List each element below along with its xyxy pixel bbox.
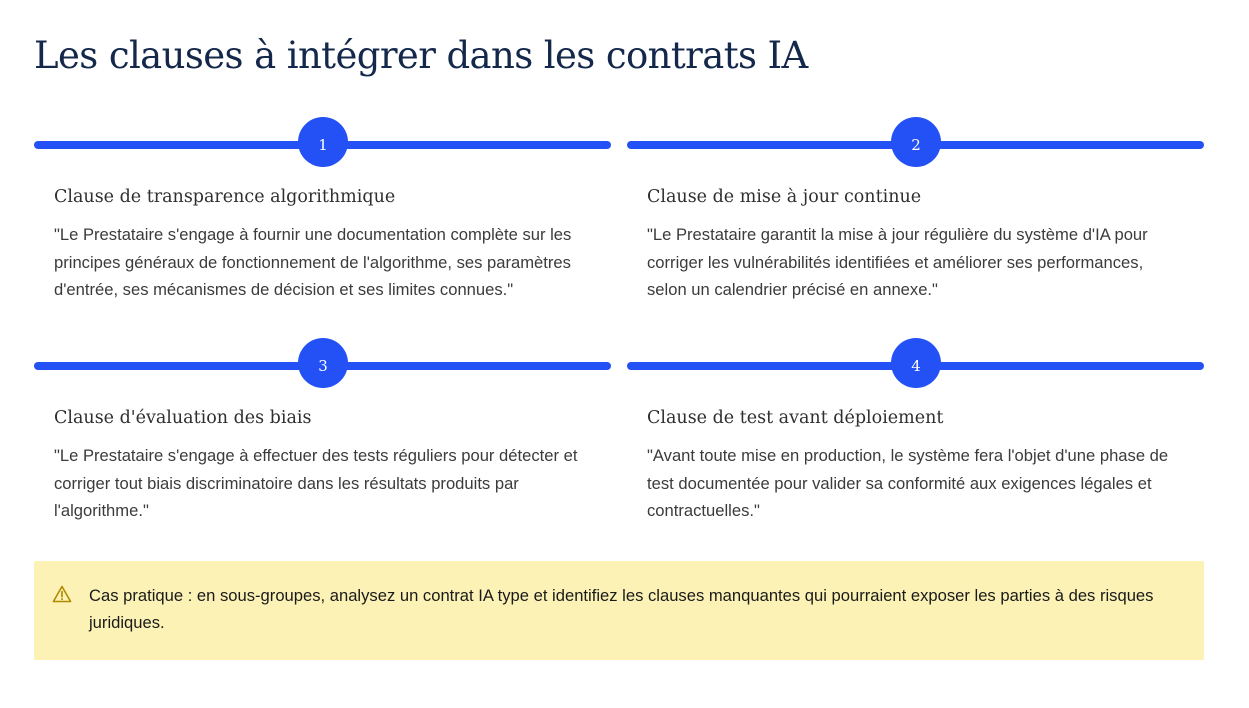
case-study-callout: [34, 561, 1204, 660]
clause-text: "Le Prestataire s'engage à fournir une documentation complète sur les principes généraux de fonctionnement de l'algorithme, ses paramètres d'entrée, ses mécanismes de décision et ses limites connues.": [54, 225, 572, 300]
clause-text: "Avant toute mise en production, le système fera l'objet d'une phase de test documentée pour valider sa conformité aux exigences légales et contractuelles.": [647, 446, 1169, 521]
clause-number-badge: 2: [891, 117, 941, 167]
clause-title: Clause de test avant déploiement: [647, 408, 944, 428]
page-title: Les clauses à intégrer dans les contrats IA: [34, 34, 808, 77]
clause-number-badge: 1: [298, 117, 348, 167]
clause-text: "Le Prestataire s'engage à effectuer des tests réguliers pour détecter et corriger tout biais discriminatoire dans les résultats produits par l'algorithme.": [54, 446, 578, 521]
callout-text: Cas pratique : en sous-groupes, analysez un contrat IA type et identifiez les clauses manquantes qui pourraient exposer les parties à des risques juridiques.: [89, 586, 1154, 633]
clause-number-badge: 3: [298, 338, 348, 388]
clause-title: Clause de mise à jour continue: [647, 187, 922, 207]
clause-title: Clause de transparence algorithmique: [54, 187, 396, 207]
clause-title: Clause d'évaluation des biais: [54, 408, 312, 428]
clause-number-badge: 4: [891, 338, 941, 388]
warning-icon: [52, 585, 72, 603]
clause-text: "Le Prestataire garantit la mise à jour régulière du système d'IA pour corriger les vulnérabilités identifiées et améliorer ses performances, selon un calendrier précisé en annexe.": [647, 225, 1148, 300]
